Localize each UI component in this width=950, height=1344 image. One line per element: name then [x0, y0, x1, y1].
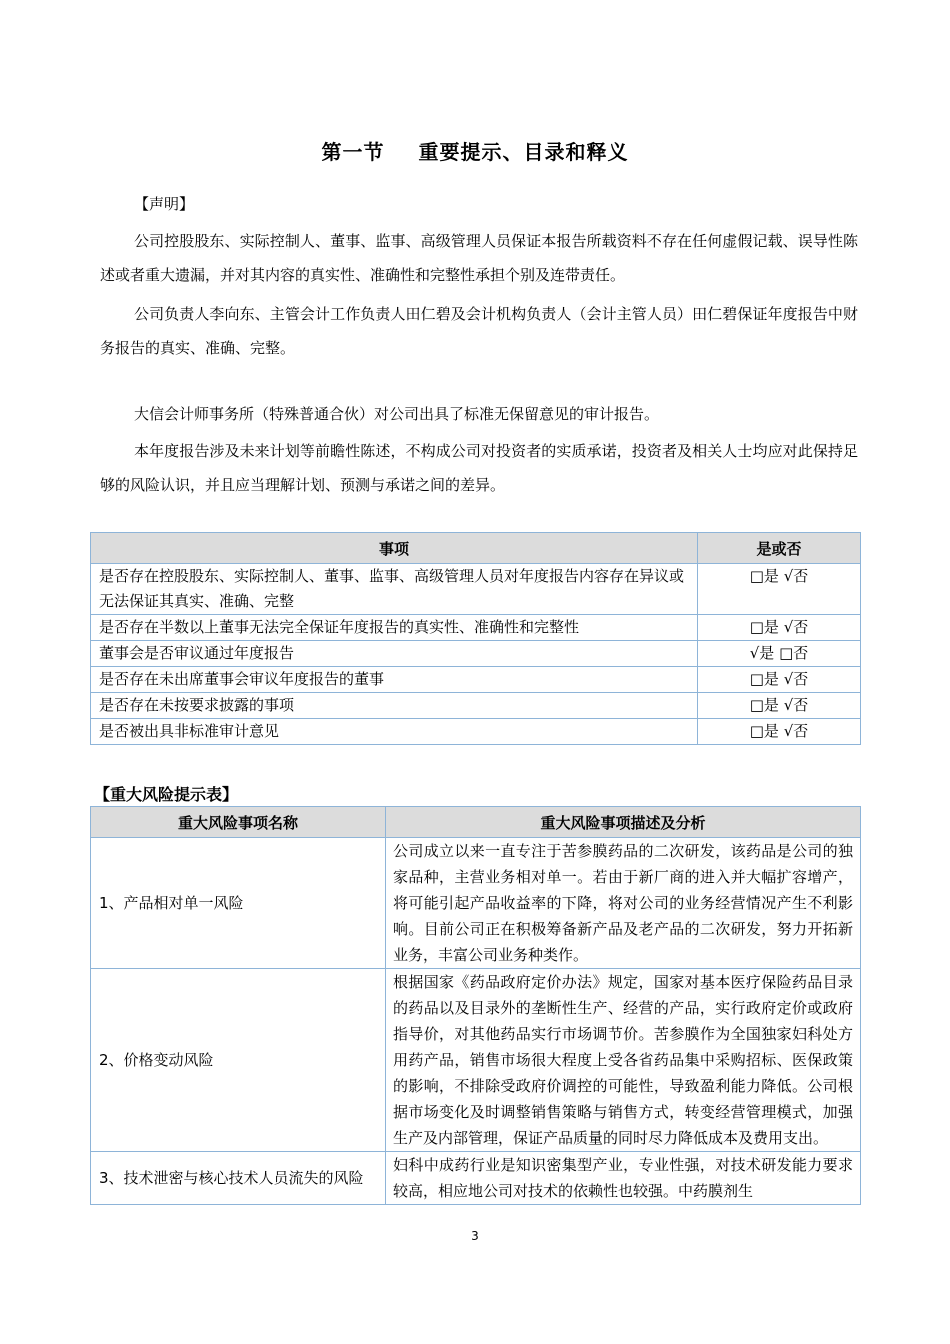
row-item: 是否存在半数以上董事无法完全保证年度报告的真实性、准确性和完整性	[91, 615, 698, 641]
row-answer: √是 □否	[698, 641, 861, 667]
risk-name: 2、价格变动风险	[91, 969, 386, 1152]
risk-name: 1、产品相对单一风险	[91, 838, 386, 969]
paragraph-audit: 大信会计师事务所（特殊普通合伙）对公司出具了标准无保留意见的审计报告。	[134, 405, 660, 423]
table-row	[91, 693, 861, 719]
paragraph-guarantee: 公司控股股东、实际控制人、董事、监事、高级管理人员保证本报告所载资料不存在任何虚假记载、误导性陈述或者重大遗漏，并对其内容的真实性、准确性和完整性承担个别及连带责任。	[100, 232, 858, 284]
row-answer: □是 √否	[698, 667, 861, 693]
header-item: 事项	[91, 533, 698, 564]
header-risk-desc: 重大风险事项描述及分析	[386, 807, 861, 838]
table-row	[91, 615, 861, 641]
table-row	[91, 641, 861, 667]
table-row	[91, 719, 861, 745]
table-row	[91, 1152, 861, 1205]
risk-table	[90, 806, 861, 1205]
header-risk-name: 重大风险事项名称	[91, 807, 386, 838]
section-heading: 重要提示、目录和释义	[418, 140, 629, 164]
table-row	[91, 667, 861, 693]
risk-table-title: 【重大风险提示表】	[94, 785, 239, 804]
paragraph-responsible-persons: 公司负责人李向东、主管会计工作负责人田仁碧及会计机构负责人（会计主管人员）田仁碧保证年度报告中财务报告的真实、准确、完整。	[100, 305, 858, 357]
row-answer: □是 √否	[698, 693, 861, 719]
section-title	[0, 136, 950, 165]
risk-description: 根据国家《药品政府定价办法》规定，国家对基本医疗保险药品目录的药品以及目录外的垄断性生产、经营的产品，实行政府定价或政府指导价，对其他药品实行市场调节价。苦参膜作为全国独家妇科处方用药产品，销售市场很大程度上受各省药品集中采购招标、医保政策的影响，不排除受政府价调控的可能性，导致盈利能力降低。公司根据市场变化及时调整销售策略与销售方式，转变经营管理模式，加强生产及内部管理，保证产品质量的同时尽力降低成本及费用支出。	[386, 969, 861, 1152]
declaration-label: 【声明】	[134, 195, 195, 213]
section-number: 第一节	[321, 140, 385, 164]
risk-name: 3、技术泄密与核心技术人员流失的风险	[91, 1152, 386, 1205]
risk-description: 公司成立以来一直专注于苦参膜药品的二次研发，该药品是公司的独家品种，主营业务相对单一。若由于新厂商的进入并大幅扩容增产，将可能引起产品收益率的下降，将对公司的业务经营情况产生不利影响。目前公司正在积极筹备新产品及老产品的二次研发，努力开拓新业务，丰富公司业务种类作。	[386, 838, 861, 969]
row-item: 是否存在未按要求披露的事项	[91, 693, 698, 719]
table-row	[91, 838, 861, 969]
paragraph-forward-looking: 本年度报告涉及未来计划等前瞻性陈述，不构成公司对投资者的实质承诺，投资者及相关人士均应对此保持足够的风险认识，并且应当理解计划、预测与承诺之间的差异。	[100, 442, 858, 494]
row-item: 董事会是否审议通过年度报告	[91, 641, 698, 667]
table-header-row	[91, 533, 861, 564]
risk-description: 妇科中成药行业是知识密集型产业，专业性强，对技术研发能力要求较高，相应地公司对技术的依赖性也较强。中药膜剂生	[386, 1152, 861, 1205]
row-answer: □是 √否	[698, 615, 861, 641]
row-item: 是否存在控股股东、实际控制人、董事、监事、高级管理人员对年度报告内容存在异议或无法保证其真实、准确、完整	[91, 564, 698, 615]
row-answer: □是 √否	[698, 564, 861, 615]
table-row	[91, 564, 861, 615]
page-number: 3	[471, 1229, 479, 1243]
row-item: 是否被出具非标准审计意见	[91, 719, 698, 745]
confirmation-table	[90, 532, 861, 745]
row-item: 是否存在未出席董事会审议年度报告的董事	[91, 667, 698, 693]
table-header-row	[91, 807, 861, 838]
row-answer: □是 √否	[698, 719, 861, 745]
header-yes-no: 是或否	[698, 533, 861, 564]
table-row	[91, 969, 861, 1152]
